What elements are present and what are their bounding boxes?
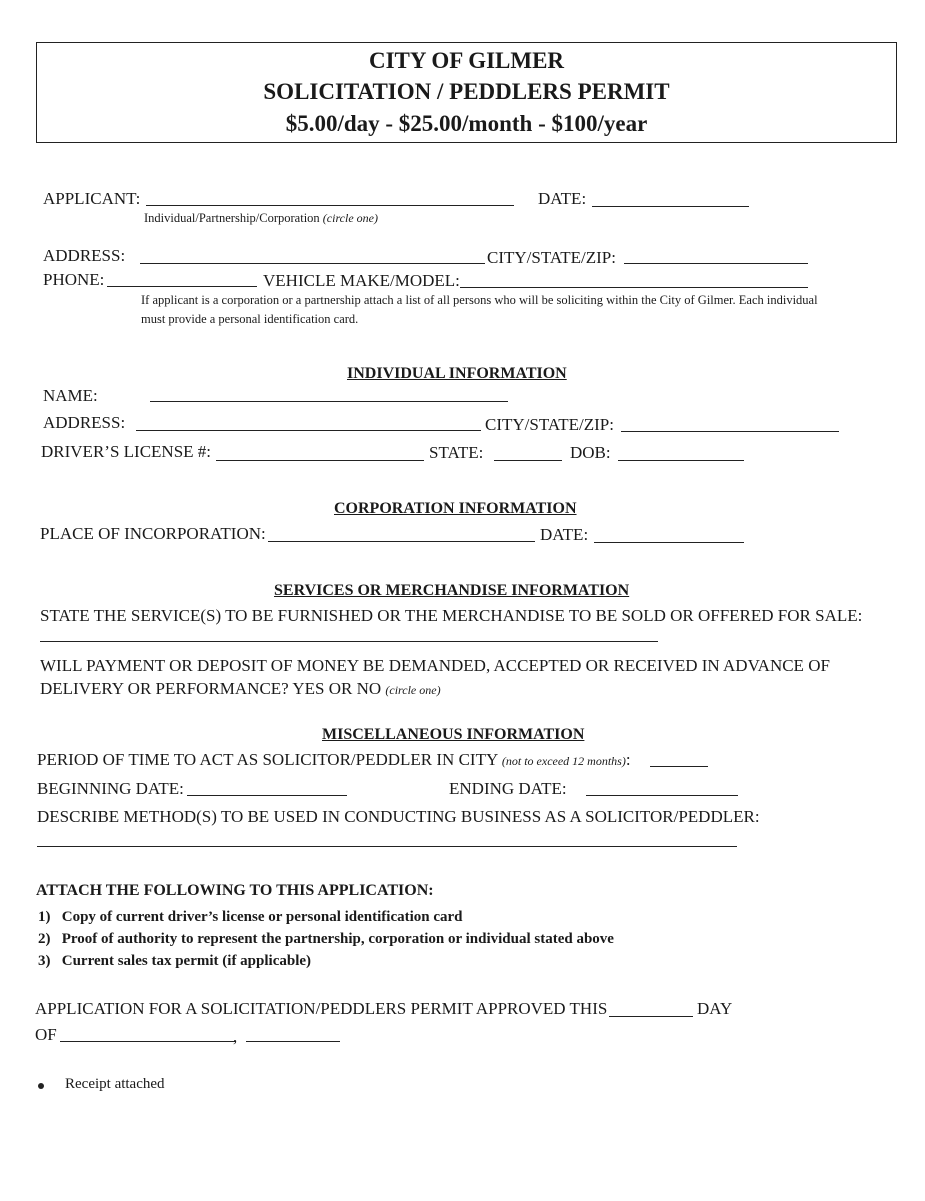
period-field[interactable] <box>650 766 708 767</box>
dob-field[interactable] <box>618 460 744 461</box>
city-state-zip-label: CITY/STATE/ZIP: <box>487 248 616 267</box>
address-field[interactable] <box>140 263 485 264</box>
individual-city-state-zip-field[interactable] <box>621 431 839 432</box>
applicant-label: APPLICANT: <box>43 189 141 208</box>
dob-label: DOB: <box>570 443 611 462</box>
city-title: CITY OF GILMER <box>368 48 565 73</box>
approval-month-field[interactable] <box>60 1041 235 1042</box>
fee-schedule: $5.00/day - $25.00/month - $100/year <box>285 111 648 136</box>
incorporation-place-field[interactable] <box>268 541 535 542</box>
approval-text: APPLICATION FOR A SOLICITATION/PEDDLERS PERMIT APPROVED THIS <box>35 999 608 1018</box>
receipt-note: Receipt attached <box>65 1076 165 1092</box>
individual-address-label: ADDRESS: <box>43 413 126 432</box>
license-label: DRIVER’S LICENSE #: <box>41 442 211 461</box>
name-field[interactable] <box>150 401 508 402</box>
ending-date-label: ENDING DATE: <box>449 779 567 798</box>
attach-item-number: 3) <box>38 953 51 969</box>
permit-title: SOLICITATION / PEDDLERS PERMIT <box>263 79 670 104</box>
license-state-label: STATE: <box>429 443 484 462</box>
misc-heading: MISCELLANEOUS INFORMATION <box>322 726 585 743</box>
attach-item-number: 2) <box>38 931 51 947</box>
incorporation-date-field[interactable] <box>594 542 744 543</box>
individual-heading: INDIVIDUAL INFORMATION <box>347 365 567 382</box>
approval-comma: , <box>233 1027 238 1046</box>
attach-item-number: 1) <box>38 909 51 925</box>
payment-question-line-1: WILL PAYMENT OR DEPOSIT OF MONEY BE DEMANDED, ACCEPTED OR RECEIVED IN ADVANCE OF <box>40 656 830 675</box>
attach-item-text: Proof of authority to represent the partnership, corporation or individual stated above <box>61 931 614 947</box>
describe-methods-field[interactable] <box>37 846 737 847</box>
corporation-heading: CORPORATION INFORMATION <box>334 500 577 517</box>
attach-heading: ATTACH THE FOLLOWING TO THIS APPLICATION: <box>36 882 434 899</box>
applicant-note-line-2: must provide a personal identification card. <box>141 312 359 326</box>
vehicle-field[interactable] <box>460 287 808 288</box>
individual-address-field[interactable] <box>136 430 481 431</box>
incorporation-place-label: PLACE OF INCORPORATION: <box>40 524 266 543</box>
name-label: NAME: <box>43 386 98 405</box>
period-text: PERIOD OF TIME TO ACT AS SOLICITOR/PEDDLER IN CITY <box>37 750 498 769</box>
bullet-icon <box>38 1083 44 1089</box>
attach-item <box>38 931 614 948</box>
payment-circle-one-note: (circle one) <box>385 683 441 697</box>
entity-types: Individual/Partnership/Corporation <box>144 211 320 225</box>
period-note: (not to exceed 12 months) <box>501 754 626 768</box>
ending-date-field[interactable] <box>586 795 738 796</box>
entity-type-choice[interactable] <box>144 211 378 226</box>
phone-label: PHONE: <box>43 270 105 289</box>
period-label <box>37 750 631 770</box>
services-prompt: STATE THE SERVICE(S) TO BE FURNISHED OR THE MERCHANDISE TO BE SOLD OR OFFERED FOR SALE: <box>40 606 863 625</box>
services-field[interactable] <box>40 641 658 642</box>
approval-day-label: DAY <box>697 999 733 1018</box>
describe-methods-label: DESCRIBE METHOD(S) TO BE USED IN CONDUCTING BUSINESS AS A SOLICITOR/PEDDLER: <box>37 807 760 826</box>
incorporation-date-label: DATE: <box>540 525 589 544</box>
address-label: ADDRESS: <box>43 246 126 265</box>
individual-city-state-zip-label: CITY/STATE/ZIP: <box>485 415 614 434</box>
beginning-date-label: BEGINNING DATE: <box>37 779 184 798</box>
attach-item <box>38 953 311 970</box>
header-box <box>36 42 897 143</box>
period-colon: : <box>625 750 631 769</box>
vehicle-label: VEHICLE MAKE/MODEL: <box>263 271 460 290</box>
attach-item <box>38 909 463 926</box>
license-field[interactable] <box>216 460 424 461</box>
circle-one-note: (circle one) <box>322 211 378 225</box>
date-field[interactable] <box>592 206 749 207</box>
payment-question-line-2[interactable] <box>40 679 441 699</box>
city-state-zip-field[interactable] <box>624 263 808 264</box>
license-state-field[interactable] <box>494 460 562 461</box>
phone-field[interactable] <box>107 286 257 287</box>
attach-item-text: Current sales tax permit (if applicable) <box>61 953 312 969</box>
date-label: DATE: <box>538 189 587 208</box>
attach-item-text: Copy of current driver’s license or personal identification card <box>61 909 463 925</box>
applicant-field[interactable] <box>146 205 514 206</box>
approval-of-label: OF <box>35 1025 57 1044</box>
approval-day-field[interactable] <box>609 1016 693 1017</box>
beginning-date-field[interactable] <box>187 795 347 796</box>
applicant-note-line-1: If applicant is a corporation or a partnership attach a list of all persons who will be soliciting within the City of Gilmer. Each individual <box>141 293 818 307</box>
payment-question-text: DELIVERY OR PERFORMANCE? YES OR NO <box>40 679 382 698</box>
services-heading: SERVICES OR MERCHANDISE INFORMATION <box>274 582 630 599</box>
approval-year-field[interactable] <box>246 1041 340 1042</box>
